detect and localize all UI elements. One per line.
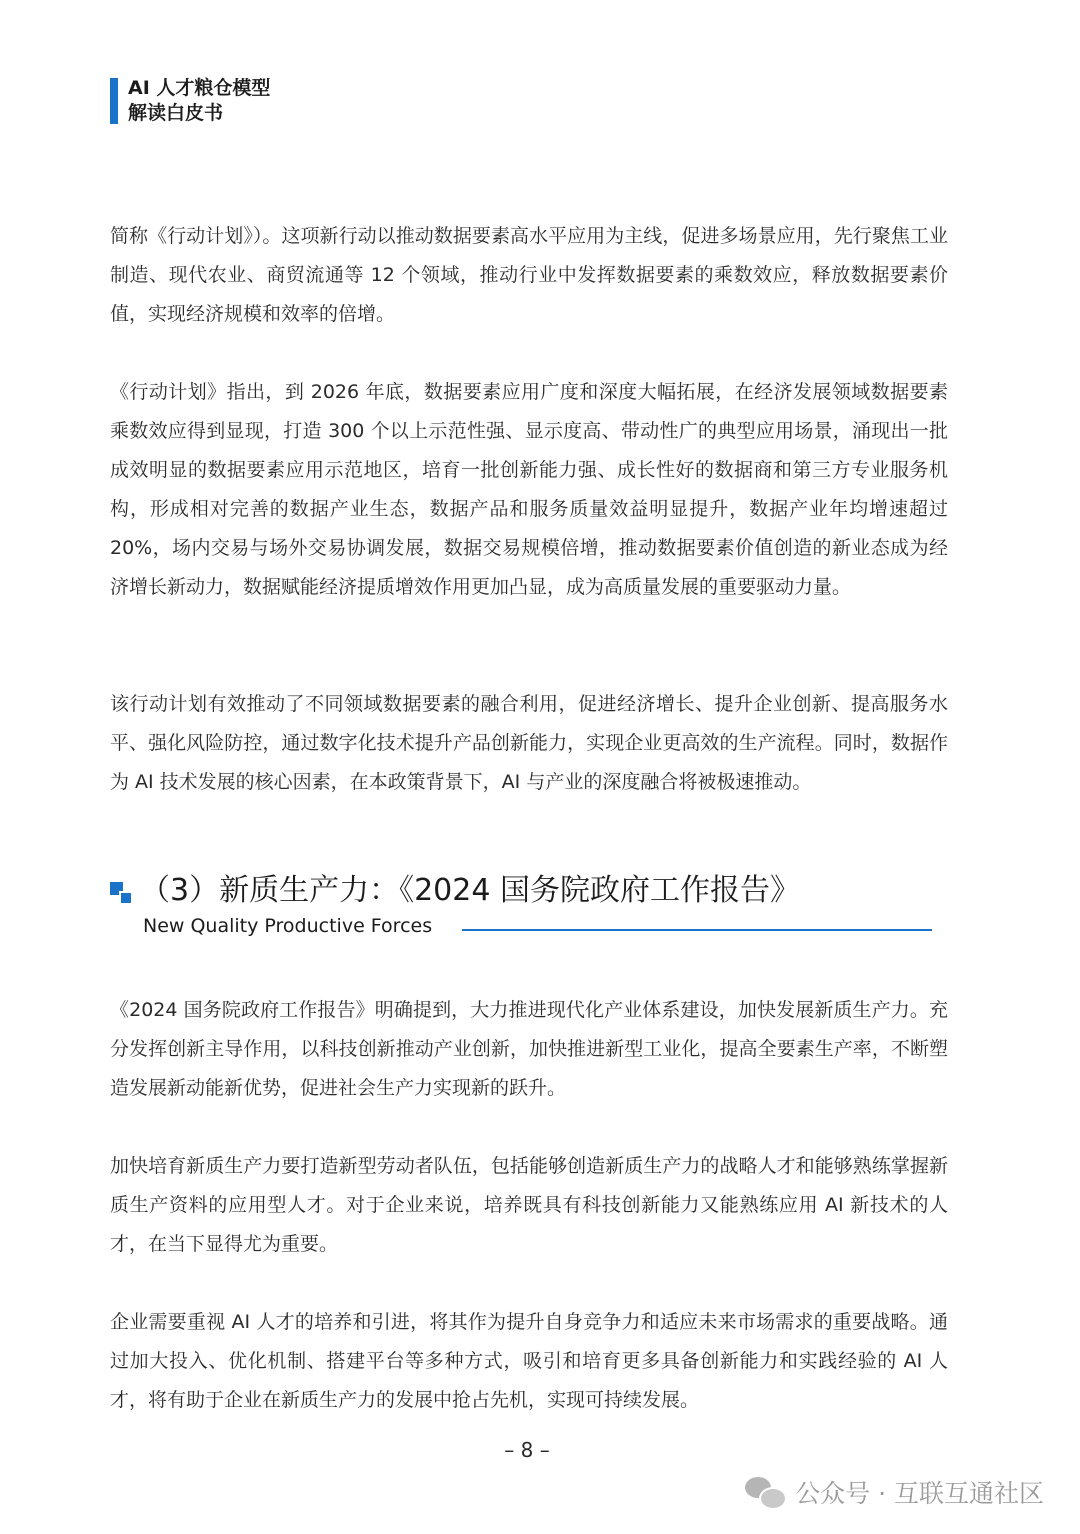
section-underline xyxy=(462,929,932,931)
paragraph-2: 《行动计划》指出，到 2026 年底，数据要素应用广度和深度大幅拓展，在经济发展领域数据要素乘数效应得到显现，打造 300 个以上示范性强、显示度高、带动性广的典型应用场景，涌现出一批成效明显的数据要素应用示范地区，培育一批创新能力强、成长性好的数据商和第三方专业服务机构，形成相对完善的数据产业生态，数据产品和服务质量效益明显提升，数据产业年均增速超过 20%，场内交易与场外交易协调发展，数据交易规模倍增，推动数据要素价值创造的新业态成为经济增长新动力，数据赋能经济提质增效作用更加凸显，成为高质量发展的重要驱动力量。 xyxy=(110,381,948,598)
header-title-line2: 解读白皮书 xyxy=(128,102,224,124)
watermark-text: 公众号 · 互联互通社区 xyxy=(795,1479,1044,1508)
page-number: – 8 – xyxy=(504,1438,550,1462)
wechat-icon xyxy=(745,1475,785,1509)
watermark xyxy=(745,1472,1044,1512)
header-title-line1: AI 人才粮仓模型 xyxy=(128,77,271,99)
paragraph-5: 加快培育新质生产力要打造新型劳动者队伍，包括能够创造新质生产力的战略人才和能够熟练掌握新质生产资料的应用型人才。对于企业来说，培养既具有科技创新能力又能熟练应用 AI 新技术的人才，在当下显得尤为重要。 xyxy=(110,1155,948,1255)
header-accent-bar xyxy=(110,78,118,124)
section-title: （3）新质生产力：《2024 国务院政府工作报告》 xyxy=(140,873,800,908)
paragraph-4: 《2024 国务院政府工作报告》明确提到，大力推进现代化产业体系建设，加快发展新质生产力。充分发挥创新主导作用，以科技创新推动产业创新，加快推进新型工业化，提高全要素生产率，不断塑造发展新动能新优势，促进社会生产力实现新的跃升。 xyxy=(110,999,948,1099)
section-heading xyxy=(110,868,940,948)
square-bullet-icon xyxy=(110,882,130,902)
paragraph-3: 该行动计划有效推动了不同领域数据要素的融合利用，促进经济增长、提升企业创新、提高服务水平、强化风险防控，通过数字化技术提升产品创新能力，实现企业更高效的生产流程。同时，数据作为 AI 技术发展的核心因素，在本政策背景下，AI 与产业的深度融合将被极速推动。 xyxy=(110,693,948,793)
section-subtitle: New Quality Productive Forces xyxy=(143,915,433,937)
paragraph-1: 简称《行动计划》）。这项新行动以推动数据要素高水平应用为主线，促进多场景应用，先行聚焦工业制造、现代农业、商贸流通等 12 个领域，推动行业中发挥数据要素的乘数效应，释放数据要素价值，实现经济规模和效率的倍增。 xyxy=(110,225,948,325)
paragraph-6: 企业需要重视 AI 人才的培养和引进，将其作为提升自身竞争力和适应未来市场需求的重要战略。通过加大投入、优化机制、搭建平台等多种方式，吸引和培育更多具备创新能力和实践经验的 AI 人才，将有助于企业在新质生产力的发展中抢占先机，实现可持续发展。 xyxy=(110,1311,948,1411)
document-header xyxy=(110,76,270,126)
